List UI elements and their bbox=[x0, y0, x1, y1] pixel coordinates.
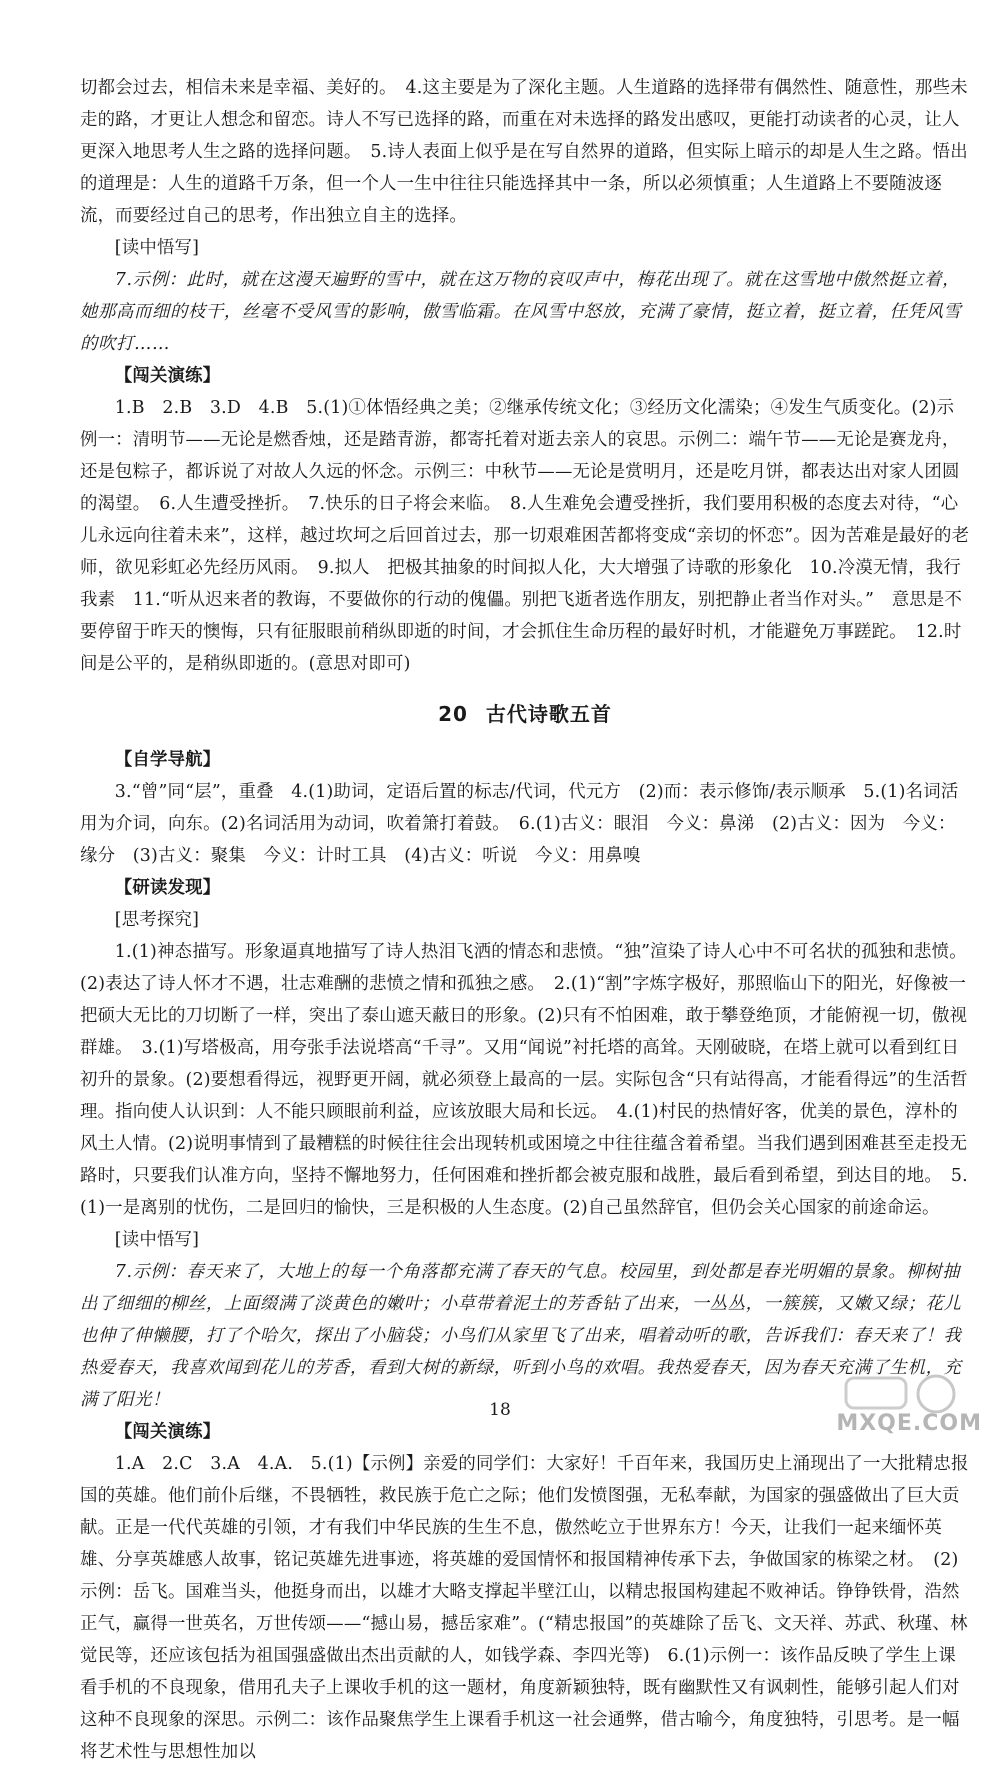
watermark-text: MXQE.COM bbox=[836, 1411, 982, 1436]
page-body bbox=[80, 72, 976, 1768]
section-label-practice: 【闯关演练】 bbox=[114, 366, 221, 386]
self-study-answers: 3.“曾”同“层”，重叠 4.(1)助词，定语后置的标志/代词，代元方 (2)而：表示修饰/表示顺承 5.(1)名词活用为介词，向东。(2)名词活用为动词，吹着箫打着鼓。 6.(1)古义：眼泪 今义：鼻涕 (2)古义：因为 今义：缘分 (3)古义：聚集 今义：计时工具 (4)古义：听说 今义：用鼻嗅 bbox=[80, 782, 959, 866]
section-label-research: 【研读发现】 bbox=[114, 878, 221, 898]
lesson-title bbox=[80, 698, 970, 730]
page-number: 18 bbox=[489, 1400, 511, 1420]
example-paragraph-spring: 7.示例：春天来了，大地上的每一个角落都充满了春天的气息。校园里，到处都是春光明媚的景象。柳树抽出了细细的柳丝，上面缀满了淡黄色的嫩叶；小草带着泥土的芳香钻了出来，一丛丛，一簇簇，又嫩又绿；花儿也伸了伸懒腰，打了个哈欠，探出了小脑袋；小鸟们从家里飞了出来，唱着动听的歌，告诉我们：春天来了！我热爱春天，我喜欢闻到花儿的芳香，看到大树的新绿，听到小鸟的欢唱。我热爱春天，因为春天充满了生机，充满了阳光！ bbox=[80, 1262, 962, 1410]
example-paragraph-7: 7.示例：此时，就在这漫天遍野的雪中，就在这万物的哀叹声中，梅花出现了。就在这雪地中傲然挺立着，她那高而细的枝干，丝毫不受风雪的影响，傲雪临霜。在风雪中怒放，充满了豪情，挺立着，挺立着，任凭风雪的吹打…… bbox=[80, 270, 962, 354]
lesson-title-text: 古代诗歌五首 bbox=[485, 702, 612, 726]
section-label-read-write-2: [读中悟写] bbox=[114, 1230, 200, 1250]
think-answers: 1.(1)神态描写。形象逼真地描写了诗人热泪飞洒的情态和悲愤。“独”渲染了诗人心中不可名状的孤独和悲愤。 (2)表达了诗人怀才不遇，壮志难酬的悲愤之情和孤独之感。 2.(1)“割”字炼字极好，那照临山下的阳光，好像被一把硕大无比的刀切断了一样，突出了泰山遮天蔽日的形象。(2)只有不怕困难，敢于攀登绝顶，才能俯视一切，傲视群雄。 3.(1)写塔极高，用夸张手法说塔高“千寻”。又用“闻说”衬托塔的高耸。天刚破晓，在塔上就可以看到红日初升的景象。(2)要想看得远，视野更开阔，就必须登上最高的一层。实际包含“只有站得高，才能看得远”的生活哲理。指向使人认识到：人不能只顾眼前利益，应该放眼大局和长远。 4.(1)村民的热情好客，优美的景色，淳朴的风土人情。(2)说明事情到了最糟糕的时候往往会出现转机或困境之中往往蕴含着希望。当我们遇到困难甚至走投无路时，只要我们认准方向，坚持不懈地努力，任何困难和挫折都会被克服和战胜，最后看到希望，到达目的地。 5.(1)一是离别的忧伤，二是回归的愉快，三是积极的人生态度。(2)自己虽然辞官，但仍会关心国家的前途命运。 bbox=[80, 942, 976, 1218]
section-label-practice-2: 【闯关演练】 bbox=[114, 1422, 221, 1442]
lesson-number: 20 bbox=[438, 702, 468, 726]
section-label-read-write: [读中悟写] bbox=[114, 238, 200, 258]
section-label-think: [思考探究] bbox=[114, 910, 200, 930]
answer-paragraph-4-5: 切都会过去，相信未来是幸福、美好的。 4.这主要是为了深化主题。人生道路的选择带有偶然性、随意性，那些未走的路，才更让人想念和留恋。诗人不写已选择的路，而重在对未选择的路发出感叹，更能打动读者的心灵，让人更深入地思考人生之路的选择问题。 5.诗人表面上似乎是在写自然界的道路，但实际上暗示的却是人生之路。悟出的道理是：人生的道路千万条，但一个人一生中往往只能选择其中一条，所以必须慎重；人生道路上不要随波逐流，而要经过自己的思考，作出独立自主的选择。 bbox=[80, 78, 968, 226]
practice-answers: 1.B 2.B 3.D 4.B 5.(1)①体悟经典之美；②继承传统文化；③经历文化濡染；④发生气质变化。(2)示例一：清明节——无论是燃香烛，还是踏青游，都寄托着对逝去亲人的哀思。示例二：端午节——无论是赛龙舟，还是包粽子，都诉说了对故人久远的怀念。示例三：中秋节——无论是赏明月，还是吃月饼，都表达出对家人团圆的渴望。 6.人生遭受挫折。 7.快乐的日子将会来临。 8.人生难免会遭受挫折，我们要用积极的态度去对待，“心儿永远向往着未来”，这样，越过坎坷之后回首过去，那一切艰难困苦都将变成“亲切的怀恋”。因为苦难是最好的老师，欲见彩虹必先经历风雨。 9.拟人 把极其抽象的时间拟人化，大大增强了诗歌的形象化 10.冷漠无情，我行我素 11.“听从迟来者的教诲，不要做你的行动的傀儡。别把飞逝者选作朋友，别把静止者当作对头。” 意思是不要停留于昨天的懊悔，只有征服眼前稍纵即逝的时间，才会抓住生命历程的最好时机，才能避免万事蹉跎。 12.时间是公平的，是稍纵即逝的。(意思对即可) bbox=[80, 398, 970, 674]
watermark-logo bbox=[786, 1372, 986, 1438]
section-label-self-study: 【自学导航】 bbox=[114, 750, 221, 770]
practice-answers-2: 1.A 2.C 3.A 4.A. 5.(1)【示例】亲爱的同学们：大家好！千百年来，我国历史上涌现出了一大批精忠报国的英雄。他们前仆后继，不畏牺牲，救民族于危亡之际；他们发愤图强，无私奉献，为国家的强盛做出了巨大贡献。正是一代代英雄的引领，才有我们中华民族的生生不息，傲然屹立于世界东方！今天，让我们一起来缅怀英雄、分享英雄感人故事，铭记英雄先进事迹，将英雄的爱国情怀和报国精神传承下去，争做国家的栋梁之材。 (2)示例：岳飞。国难当头，他挺身而出，以雄才大略支撑起半壁江山，以精忠报国构建起不败神话。铮铮铁骨，浩然正气，赢得一世英名，万世传颂——“撼山易，撼岳家难”。(“精忠报国”的英雄除了岳飞、文天祥、苏武、秋瑾、林觉民等，还应该包括为祖国强盛做出杰出贡献的人，如钱学森、李四光等) 6.(1)示例一：该作品反映了学生上课看手机的不良现象，借用孔夫子上课收手机的这一题材，角度新颖独特，既有幽默性又有讽刺性，能够引起人们对这种不良现象的深思。示例二：该作品聚焦学生上课看手机这一社会通弊，借古喻今，角度独特，引思考。是一幅将艺术性与思想性加以 bbox=[80, 1454, 969, 1762]
